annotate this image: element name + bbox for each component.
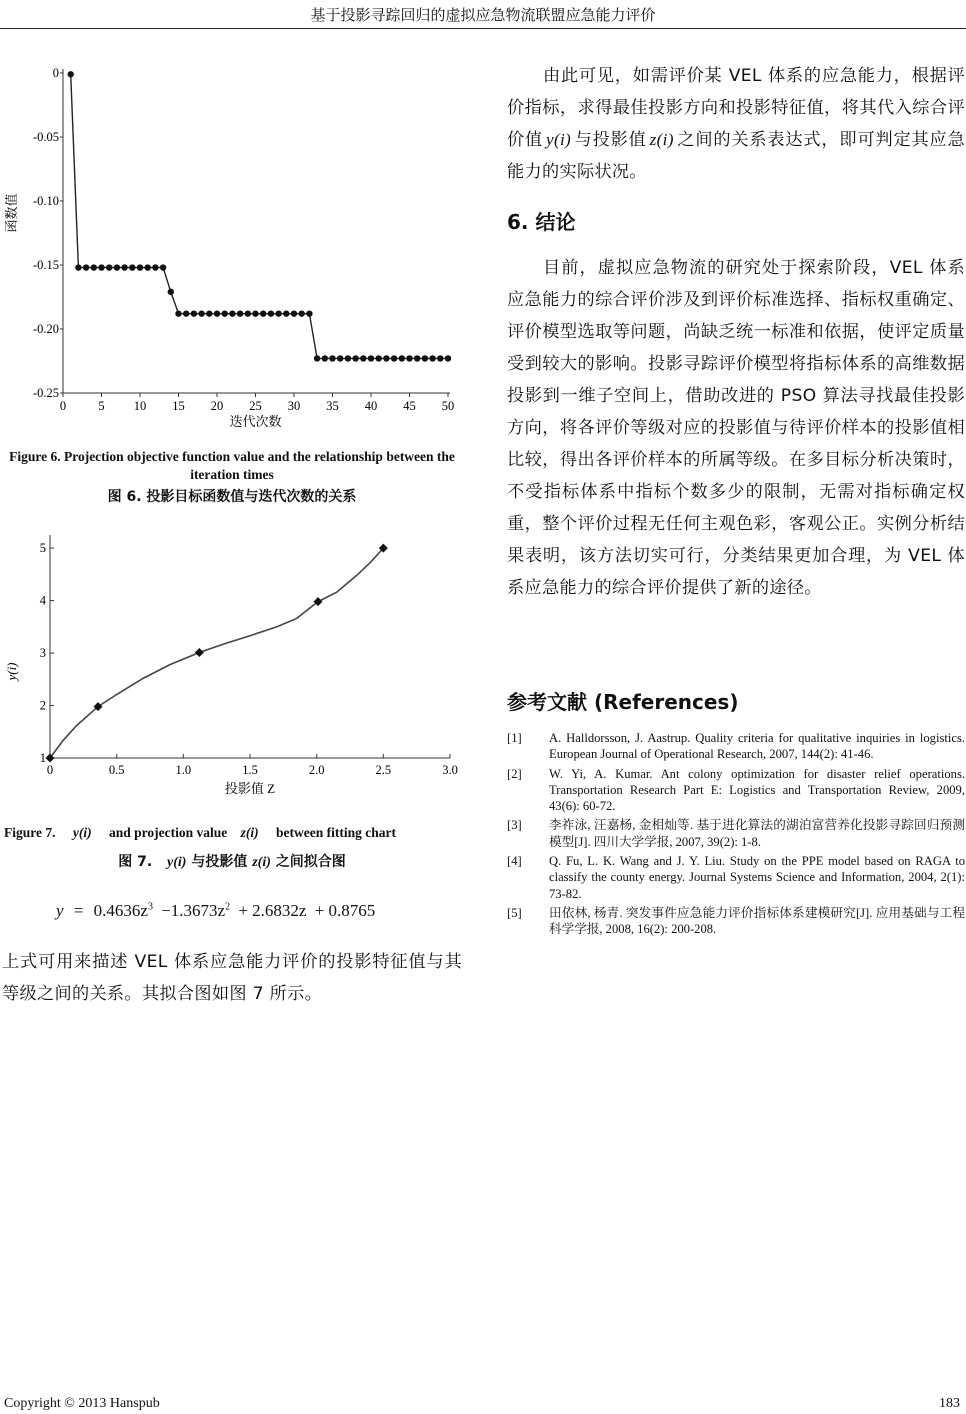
y-tick-label: 1 — [39, 751, 46, 765]
data-point — [306, 310, 312, 316]
reference-number: [4] — [507, 854, 522, 869]
data-point — [175, 310, 181, 316]
x-tick-label: 0 — [59, 399, 67, 413]
right-p1-before: 由此可见，如需评价某 VEL 体系的应急能力，根据评价指标，求得最佳投影方向和投影特征值，将其代入综合评价值 — [507, 66, 965, 150]
footer-copyright: Copyright © 2013 Hanspub — [4, 1396, 160, 1411]
figure-7-caption-cn — [4, 851, 460, 871]
data-point — [283, 310, 289, 316]
figure-7-svg — [0, 525, 470, 810]
reference-text: 李祚泳, 汪嘉杨, 金相灿等. 基于进化算法的湖泊富营养化投影寻踪回归预测模型[J]. 四川大学学报, 2007, 39(2): 1-8. — [549, 818, 965, 849]
y-tick-label: -0.10 — [32, 194, 59, 208]
reference-text: A. Halldorsson, J. Aastrup. Quality criteria for qualitative inquiries in logistics. European Journal of Operational Research, 2007, 144(2): 41-46. — [549, 731, 965, 762]
figure-7-caption-cn-end: 之间拟合图 — [275, 854, 346, 870]
equation-term-3: + 2.6832z — [238, 901, 307, 920]
data-point — [214, 310, 220, 316]
fitting-equation — [40, 901, 460, 921]
figure-6-svg — [0, 55, 470, 435]
figure-7-caption-mid: and projection value — [108, 825, 228, 840]
figure-7-caption-cn-mid: 与投影值 — [191, 854, 248, 870]
y-axis-label: 函数值 — [4, 193, 19, 233]
data-point — [121, 264, 127, 270]
reference-item — [507, 730, 965, 763]
header-rule — [0, 28, 966, 29]
data-point — [106, 264, 112, 270]
data-point — [75, 264, 81, 270]
data-point — [114, 264, 120, 270]
data-point — [137, 264, 143, 270]
x-axis-label: 投影值 Z — [224, 781, 276, 796]
right-p1-middle: 与投影值 — [574, 130, 647, 150]
reference-item — [507, 817, 965, 850]
data-point — [206, 310, 212, 316]
footer-page-number: 183 — [939, 1396, 960, 1411]
x-tick-label: 40 — [364, 399, 378, 413]
data-point — [322, 355, 328, 361]
data-point — [229, 310, 235, 316]
data-point — [422, 355, 428, 361]
y-tick-label: 5 — [39, 541, 46, 556]
data-point — [145, 264, 151, 270]
data-point — [391, 355, 397, 361]
data-point — [91, 264, 97, 270]
y-tick-label: 2 — [39, 698, 46, 713]
y-tick-label: -0.25 — [32, 386, 59, 400]
reference-text: 田依林, 杨青. 突发事件应急能力评价指标体系建模研究[J]. 应用基础与工程科学学报, 2008, 16(2): 200-208. — [549, 905, 965, 937]
data-point — [152, 264, 158, 270]
reference-number: [2] — [507, 766, 522, 781]
figure-7-chart — [0, 525, 470, 810]
references-list — [507, 730, 965, 941]
reference-item — [507, 853, 965, 902]
data-point — [268, 310, 274, 316]
data-point — [198, 310, 204, 316]
data-point — [191, 310, 197, 316]
reference-text: Q. Fu, L. K. Wang and J. Y. Liu. Study on the PPE model based on RAGA to classify the county energy. Journal Systems Science and Information, 2004, 2(1): 73-82. — [549, 854, 965, 901]
x-tick-label: 45 — [403, 399, 416, 413]
data-point — [414, 355, 420, 361]
data-point — [445, 355, 451, 361]
data-point — [368, 355, 374, 361]
data-point — [68, 71, 74, 77]
fitted-curve — [50, 548, 383, 758]
x-tick-label: 10 — [133, 399, 147, 413]
data-point — [429, 355, 435, 361]
data-point — [252, 310, 258, 316]
x-tick-label: 2.5 — [375, 763, 392, 777]
x-tick-label: 3.0 — [442, 763, 458, 777]
data-point — [195, 648, 204, 657]
x-tick-label: 2.0 — [308, 763, 325, 777]
x-tick-label: 25 — [249, 399, 262, 413]
data-point — [314, 355, 320, 361]
data-point — [222, 310, 228, 316]
data-point — [129, 264, 135, 270]
data-point — [360, 355, 366, 361]
equation-lhs: y — [56, 901, 64, 920]
reference-number: [3] — [507, 818, 522, 833]
data-point — [168, 289, 174, 295]
equation-term-1: 0.4636z — [93, 901, 148, 920]
references-heading: 参考文献 (References) — [507, 690, 739, 714]
equation-term-2: −1.3673z — [161, 901, 226, 920]
data-point — [245, 310, 251, 316]
data-point — [160, 264, 166, 270]
reference-item — [507, 905, 965, 938]
data-point — [383, 355, 389, 361]
figure-7-caption-en — [4, 824, 460, 842]
figure-7-caption-cn-y: y(i) — [167, 855, 187, 870]
x-tick-label: 1.5 — [242, 763, 258, 777]
right-paragraph-2: 目前，虚拟应急物流的研究处于探索阶段，VEL 体系应急能力的综合评价涉及到评价标准选择、指标权重确定、评价模型选取等问题，尚缺乏统一标准和依据，使评定质量受到较大的影响。投影寻踪评价模型将指标体系的高维数据投影到一维子空间上，借助改进的 PSO 算法寻找最佳投影方向，将各评价等级对应的投影值与待评价样本的投影值相比较，得出各评价样本的所属等级。在多目标分析决策时，不受指标体系中指标个数多少的限制，无需对指标确定权重，整个评价过程无任何主观色彩，客观公正。实例分析结果表明，该方法切实可行，分类结果更加合理，为 VEL 体系应急能力的综合评价提供了新的途径。 — [507, 258, 965, 598]
data-point — [399, 355, 405, 361]
data-point — [329, 355, 335, 361]
right-p1-y: y(i) — [546, 130, 572, 149]
right-p1-after: 之间的关系表达式，即可判定其应急能力的实际状况。 — [507, 130, 965, 182]
y-tick-label: 0 — [52, 66, 59, 80]
data-point — [345, 355, 351, 361]
y-tick-label: -0.05 — [32, 130, 59, 144]
x-tick-label: 0.5 — [108, 763, 125, 777]
y-tick-label: 4 — [39, 593, 46, 608]
figure-6-chart — [0, 55, 470, 435]
x-tick-label: 20 — [210, 399, 224, 413]
left-paragraph: 上式可用来描述 VEL 体系应急能力评价的投影特征值与其等级之间的关系。其拟合图如图 7 所示。 — [2, 952, 462, 1004]
data-point — [83, 264, 89, 270]
reference-item — [507, 766, 965, 815]
figure-7-caption-y: y(i) — [72, 825, 92, 840]
section-6-heading: 6. 结论 — [507, 210, 576, 234]
reference-text: W. Yi, A. Kumar. Ant colony optimization for disaster relief operations. Transportation Research Part E: Logistics and Transportation Review, 2009, 43(6): 60-72. — [549, 766, 965, 814]
x-axis-label: 迭代次数 — [229, 414, 282, 429]
x-tick-label: 50 — [441, 399, 455, 413]
data-point — [260, 310, 266, 316]
figure-6-caption-cn: 图 6. 投影目标函数值与迭代次数的关系 — [107, 489, 357, 505]
y-tick-label: 3 — [39, 646, 46, 661]
equation-exp-2: 2 — [225, 901, 231, 913]
data-point — [237, 310, 243, 316]
data-point — [337, 355, 343, 361]
equation-term-4: + 0.8765 — [314, 901, 376, 920]
figure-7-caption-cn-label: 图 7. — [118, 854, 153, 870]
equation-exp-3: 3 — [147, 901, 153, 913]
figure-7-caption-z: z(i) — [240, 825, 259, 840]
x-tick-label: 15 — [172, 399, 185, 413]
x-tick-label: 5 — [98, 399, 105, 413]
figure-6-caption-en: Figure 6. Projection objective function value and the relationship between the iteration times — [9, 449, 455, 482]
data-point — [98, 264, 104, 270]
x-tick-label: 35 — [326, 399, 339, 413]
reference-number: [1] — [507, 731, 522, 745]
y-tick-label: -0.20 — [32, 322, 59, 336]
series-line — [71, 74, 448, 358]
x-tick-label: 0 — [46, 763, 54, 777]
y-tick-label: -0.15 — [32, 258, 59, 272]
equation-eq: = — [73, 901, 84, 920]
x-tick-label: 30 — [287, 399, 301, 413]
data-point — [291, 310, 297, 316]
figure-7-caption-cn-z: z(i) — [252, 855, 271, 870]
x-tick-label: 1.0 — [175, 763, 192, 777]
data-point — [376, 355, 382, 361]
right-paragraph-1 — [507, 60, 965, 188]
reference-number: [5] — [507, 905, 522, 920]
data-point — [275, 310, 281, 316]
right-p1-z: z(i) — [649, 130, 674, 149]
data-point — [183, 310, 189, 316]
data-point — [352, 355, 358, 361]
data-point — [437, 355, 443, 361]
data-point — [299, 310, 305, 316]
data-point — [406, 355, 412, 361]
running-header: 基于投影寻踪回归的虚拟应急物流联盟应急能力评价 — [310, 6, 656, 24]
figure-7-caption-label: Figure 7. — [4, 825, 56, 840]
y-axis-label: y(i) — [4, 662, 19, 681]
figure-7-caption-end: between fitting chart — [276, 825, 396, 840]
